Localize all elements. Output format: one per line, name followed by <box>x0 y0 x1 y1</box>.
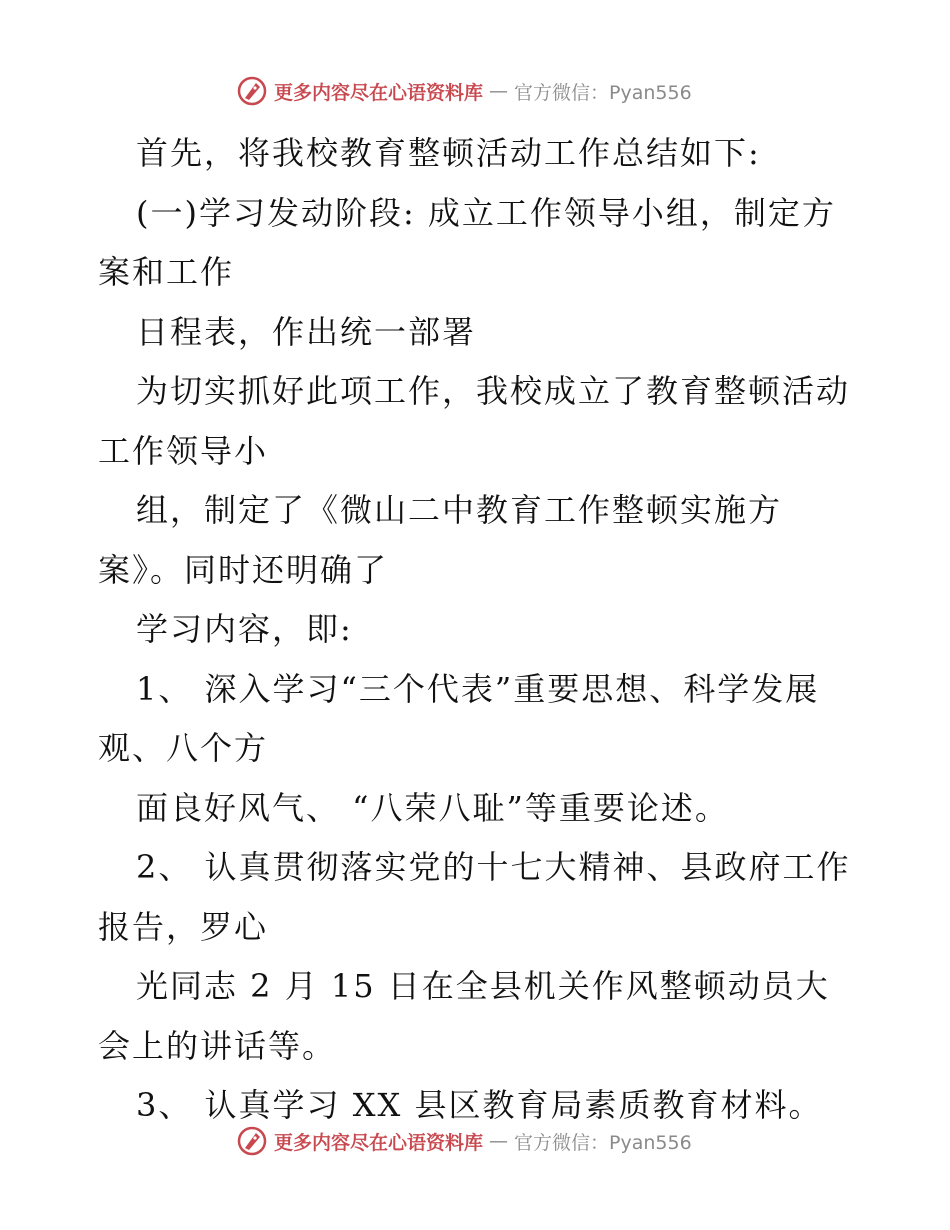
text-line: 日程表，作出统一部署 <box>136 312 477 351</box>
text-line: 光同志 2 月 15 日在全县机关作风整顿动员大 <box>136 967 830 1005</box>
watermark-separator: — <box>489 80 509 102</box>
watermark-site-text: 更多内容尽在心语资料库 <box>274 81 484 104</box>
text-line: 报告，罗心 <box>98 907 269 946</box>
text-line: 会上的讲话等。 <box>98 1026 337 1065</box>
text-line: 3、 认真学习 XX 县区教育局素质教育材料。 <box>136 1086 823 1124</box>
document-body <box>98 124 858 1136</box>
pen-nib-logo-icon <box>236 1125 268 1157</box>
watermark-separator: — <box>489 1130 509 1152</box>
text-line: 组，制定了《微山二中教育工作整顿实施方 <box>136 491 783 529</box>
header-watermark <box>236 74 692 108</box>
text-line: (一)学习发动阶段: 成立工作领导小组，制定方 <box>136 193 836 232</box>
pen-nib-logo-icon <box>236 75 268 107</box>
text-line: 观、八个方 <box>98 729 269 767</box>
text-line: 工作领导小 <box>98 431 269 470</box>
text-line: 面良好风气、 “八荣八耻”等重要论述。 <box>136 788 729 827</box>
text-line: 2、 认真贯彻落实党的十七大精神、县政府工作 <box>136 848 851 886</box>
text-line: 案》。同时还明确了 <box>98 550 389 589</box>
watermark-site-text: 更多内容尽在心语资料库 <box>274 1131 484 1154</box>
text-line: 首先，将我校教育整顿活动工作总结如下: <box>136 134 761 172</box>
watermark-wechat-text: 官方微信：Pyan556 <box>514 1131 692 1154</box>
text-line: 为切实抓好此项工作，我校成立了教育整顿活动 <box>136 372 851 410</box>
text-line: 案和工作 <box>98 253 235 291</box>
footer-watermark <box>236 1124 692 1158</box>
text-line: 1、 深入学习“三个代表”重要思想、科学发展 <box>136 669 820 708</box>
watermark-wechat-text: 官方微信：Pyan556 <box>514 81 692 104</box>
text-line: 学习内容，即: <box>136 610 353 648</box>
